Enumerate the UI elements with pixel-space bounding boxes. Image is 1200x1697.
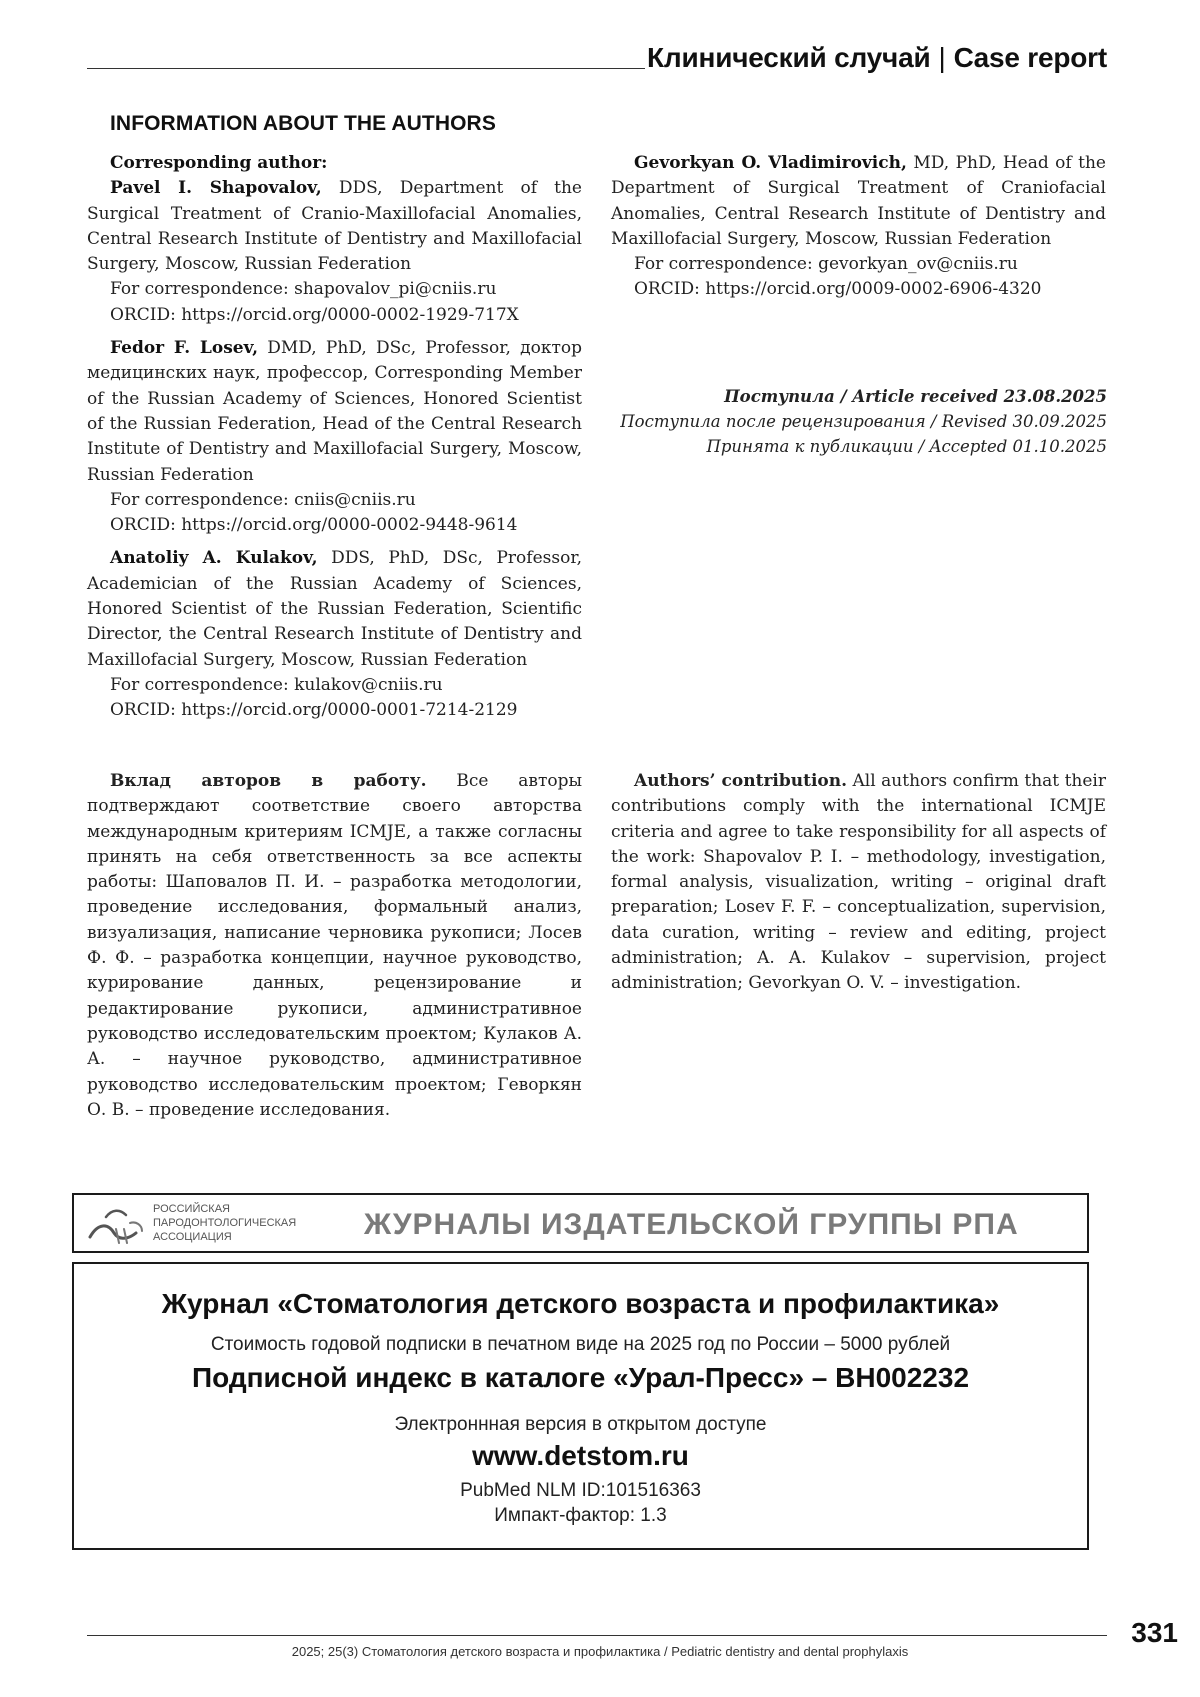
author-name: Pavel I. Shapovalov, [110, 178, 322, 199]
date-received: Поступила / Article received 23.08.2025 [724, 387, 1107, 406]
authors-left-column [87, 151, 582, 724]
contribution-ru-text: Все авторы подтверждают соответствие своего авторства международным критериям ICMJE, а также согласны принять на себя ответственность за все аспекты работы: Шаповалов П. И. – разработка методологии, проведение исследования, формальный анализ, визуализация, написание черновика рукописи; Лосев Ф. Ф. – разработка концепции, научное руководство, курирование данных, рецензирование и редактирование рукописи, административное руководство исследовательским проектом; Кулаков А. А. – научное руководство, административное руководство исследовательским проектом; Геворкян О. В. – проведение исследования. [87, 771, 583, 1120]
author-correspondence: For correspondence: cniis@cniis.ru [110, 489, 416, 510]
contribution-ru-paragraph [87, 769, 582, 1123]
author-name: Anatoliy A. Kulakov, [110, 548, 318, 569]
ad-website-link[interactable]: www.detstom.ru [472, 1440, 689, 1471]
author-bio [87, 336, 582, 488]
page-number: 331 [1131, 1617, 1178, 1648]
footer-rule [87, 1635, 1107, 1636]
ad-price: Стоимость годовой подписки в печатном виде на 2025 год по России – 5000 рублей [210, 1334, 951, 1355]
ad-journal-title: Журнал «Стоматология детского возраста и профилактика» [161, 1288, 1000, 1319]
author-orcid: ORCID: https://orcid.org/0000-0001-7214-2129 [110, 700, 518, 721]
author-orcid: ORCID: https://orcid.org/0009-0002-6906-4320 [634, 279, 1042, 300]
author-correspondence: For correspondence: gevorkyan_ov@cniis.ru [634, 254, 1018, 275]
date-accepted: Принята к публикации / Accepted 01.10.2025 [706, 437, 1107, 456]
author-bio [611, 151, 1106, 252]
contribution-ru [87, 769, 582, 1123]
author-name: Gevorkyan O. Vladimirovich, [634, 153, 907, 173]
contribution-en-text: All authors confirm that their contributions comply with the international ICMJE criteria and agree to take responsibility for all aspects of the work: Shapovalov P. I. – methodology, investigation, formal analysis, visualization, writing – original draft preparation; Losev F. F. – conceptualization, supervision, data curation, writing – review and editing, project administration; A. A. Kulakov – supervision, project administration; Gevorkyan O. V. – investigation. [611, 771, 1106, 994]
ad-main-box [72, 1262, 1089, 1550]
association-name [153, 1202, 296, 1244]
author-bio [87, 546, 582, 672]
ad-subscription-index: Подписной индекс в каталоге «Урал-Пресс» – ВН002232 [191, 1362, 970, 1393]
author-name: Fedor F. Losev, [110, 338, 258, 359]
author-bio-text: DMD, PhD, DSc, Professor, доктор медицинских наук, профессор, Corresponding Member of the Russian Academy of Sciences, Honored Scientist of the Russian Federation, Head of the Central Research Institute of Dentistry and Maxillofacial Surgery, Moscow, Russian Federation [87, 338, 582, 485]
ad-online-access: Электроннная версия в открытом доступе [394, 1414, 767, 1435]
author-bio [87, 176, 582, 277]
header-title-ru: Клинический случай [647, 42, 931, 73]
header-separator: | [938, 42, 946, 73]
association-line: АССОЦИАЦИЯ [153, 1231, 232, 1243]
association-logo-icon [86, 1203, 146, 1247]
article-dates [587, 384, 1107, 459]
authors-right-column [611, 151, 1106, 303]
contribution-en-paragraph [611, 769, 1106, 997]
header-title-en: Case report [953, 42, 1107, 73]
author-correspondence: For correspondence: shapovalov_pi@cniis.ru [110, 279, 497, 300]
header-rule [87, 68, 645, 69]
contribution-ru-label: Вклад авторов в работу. [110, 771, 427, 791]
author-correspondence: For correspondence: kulakov@cniis.ru [110, 674, 443, 695]
contribution-en [611, 769, 1106, 997]
author-bio-text: DDS, PhD, DSc, Professor, Academician of the Russian Academy of Sciences, Honored Scientist of the Russian Federation, Scientific Director, the Central Research Institute of Dentistry and Maxillofacial Surgery, Moscow, Russian Federation [87, 548, 582, 670]
footer-citation: 2025; 25(3) Стоматология детского возраста и профилактика / Pediatric dentistry and dental prophylaxis [291, 1644, 909, 1659]
ad-header-box [72, 1193, 1089, 1253]
date-revised: Поступила после рецензирования / Revised 30.09.2025 [620, 412, 1107, 431]
corresponding-label: Corresponding author: [110, 153, 328, 173]
section-heading: INFORMATION ABOUT THE AUTHORS [110, 112, 496, 135]
ad-pubmed-id: PubMed NLM ID:101516363 [460, 1480, 701, 1501]
section-header [647, 42, 1107, 74]
contribution-en-label: Authors’ contribution. [634, 771, 848, 791]
association-line: ПАРОДОНТОЛОГИЧЕСКАЯ [153, 1217, 297, 1229]
author-orcid: ORCID: https://orcid.org/0000-0002-9448-9614 [110, 515, 518, 536]
author-bio-text: DDS, Department of the Surgical Treatment of Cranio-Maxillofacial Anomalies, Central Research Institute of Dentistry and Maxillofacial Surgery, Moscow, Russian Federation [87, 178, 582, 275]
author-bio-text: MD, PhD, Head of the Department of Surgical Treatment of Craniofacial Anomalies, Central Research Institute of Dentistry and Maxillofacial Surgery, Moscow, Russian Federation [611, 153, 1106, 249]
ad-impact-factor: Импакт-фактор: 1.3 [494, 1505, 667, 1526]
ad-heading: ЖУРНАЛЫ ИЗДАТЕЛЬСКОЙ ГРУППЫ РПА [364, 1208, 1019, 1241]
author-orcid: ORCID: https://orcid.org/0000-0002-1929-717X [110, 304, 519, 325]
author-block [87, 151, 582, 176]
association-line: РОССИЙСКАЯ [153, 1203, 230, 1215]
